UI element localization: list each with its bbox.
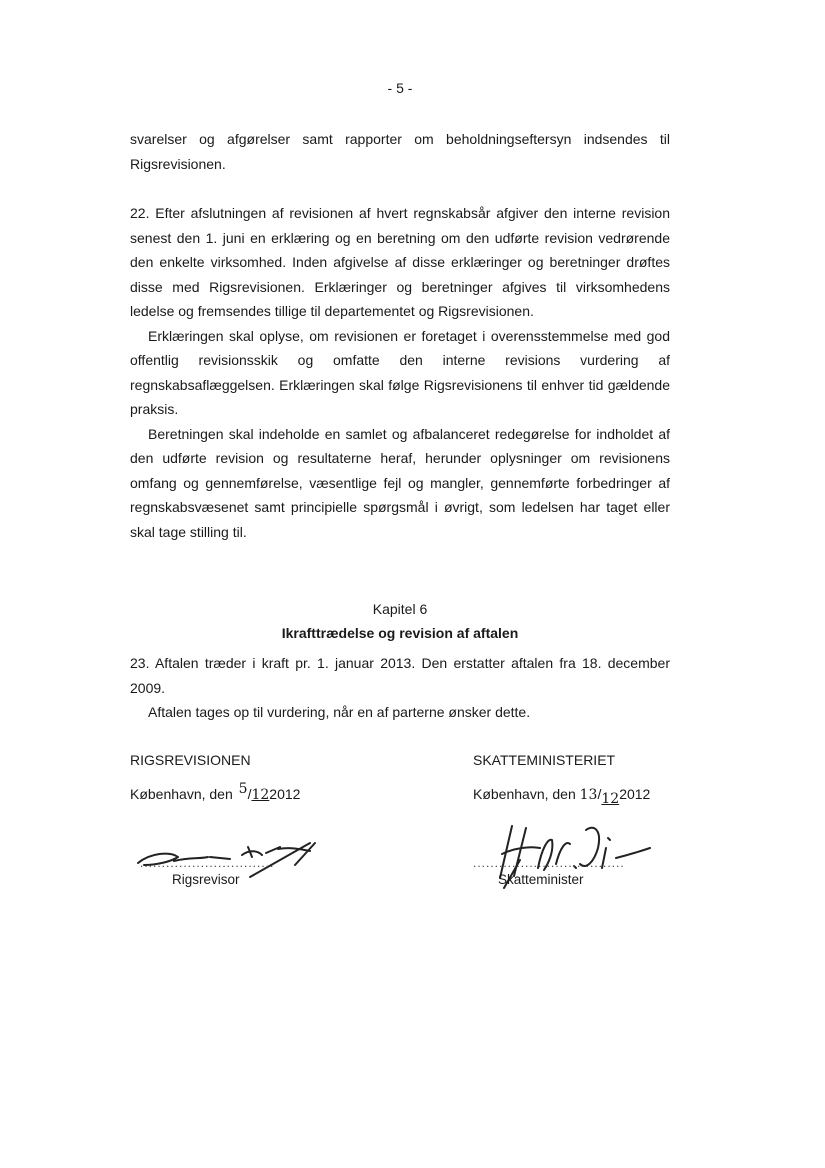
left-signatory-role: Rigsrevisor (172, 872, 240, 887)
paragraph-declaration: Erklæringen skal oplyse, om revisionen er foretaget i overensstemmelse med god offentlig revisionsskik og omfatte den interne revisions vurdering af regnskabsaflæggelsen. Erklæringen skal følge Rigsrevisionens til enhver tid gældende praksis. (130, 327, 670, 417)
intro-paragraph (130, 127, 670, 176)
left-date-prefix: København, den (130, 786, 233, 802)
paragraph-22: 22. Efter afslutningen af revisionen af hvert regnskabsår afgiver den interne revision senest den 1. juni en erklæring og en beretning om den udførte revision vedrørende den enkelte virksomhed. Inden afgivelse af disse erklæringer og beretninger drøftes disse med Rigsrevisionen. Erklæringer og beretninger afgives til virksomhedens ledelse og fremsendes tillige til departementet og Rigsrevisionen. (130, 205, 670, 319)
left-date-sep: / (247, 786, 252, 802)
paragraph-continuation: svarelser og afgørelser samt rapporter om beholdningseftersyn indsendes til Rigsrevisionen. (130, 131, 670, 172)
right-signatory-org: SKATTEMINISTERIET (473, 752, 616, 768)
right-signatory-role: Skatteminister (498, 872, 584, 887)
right-date-year: 2012 (619, 786, 651, 802)
left-signature-dots: ............................... (140, 856, 275, 870)
right-date-sep: / (597, 786, 602, 802)
left-date-day: 5 (238, 781, 248, 797)
right-date-month: 12 (601, 791, 620, 807)
paragraph-review: Aftalen tages op til vurdering, når en af parterne ønsker dette. (148, 704, 531, 720)
chapter-label: Kapitel 6 (372, 601, 428, 617)
left-signatory-org: RIGSREVISIONEN (130, 752, 251, 768)
paragraph-report: Beretningen skal indeholde en samlet og afbalanceret redegørelse for indholdet af den udførte revision og resultaterne heraf, herunder oplysninger om revisionens omfang og gennemførelse, væsentlige fejl og mangler, gennemførte forbedringer af regnskabsvæsenet samt principielle spørgsmål i øvrigt, som ledelsen har taget eller skal tage stilling til. (130, 425, 670, 540)
section-22 (130, 201, 670, 544)
chapter-title: Ikrafttrædelse og revision af aftalen (281, 625, 519, 641)
right-date-line (473, 786, 651, 807)
right-signature-dots: ................................... (473, 856, 625, 870)
right-date-day: 13 (579, 787, 598, 803)
paragraph-23: 23. Aftalen træder i kraft pr. 1. januar 2013. Den erstatter aftalen fra 18. december 2009. (130, 655, 670, 696)
page-number: - 5 - (387, 80, 413, 96)
left-date-year: 2012 (269, 786, 301, 802)
left-date-month: 12 (251, 787, 270, 803)
left-date-line (130, 781, 301, 803)
section-23 (130, 651, 670, 725)
right-date-prefix: København, den (473, 786, 576, 802)
